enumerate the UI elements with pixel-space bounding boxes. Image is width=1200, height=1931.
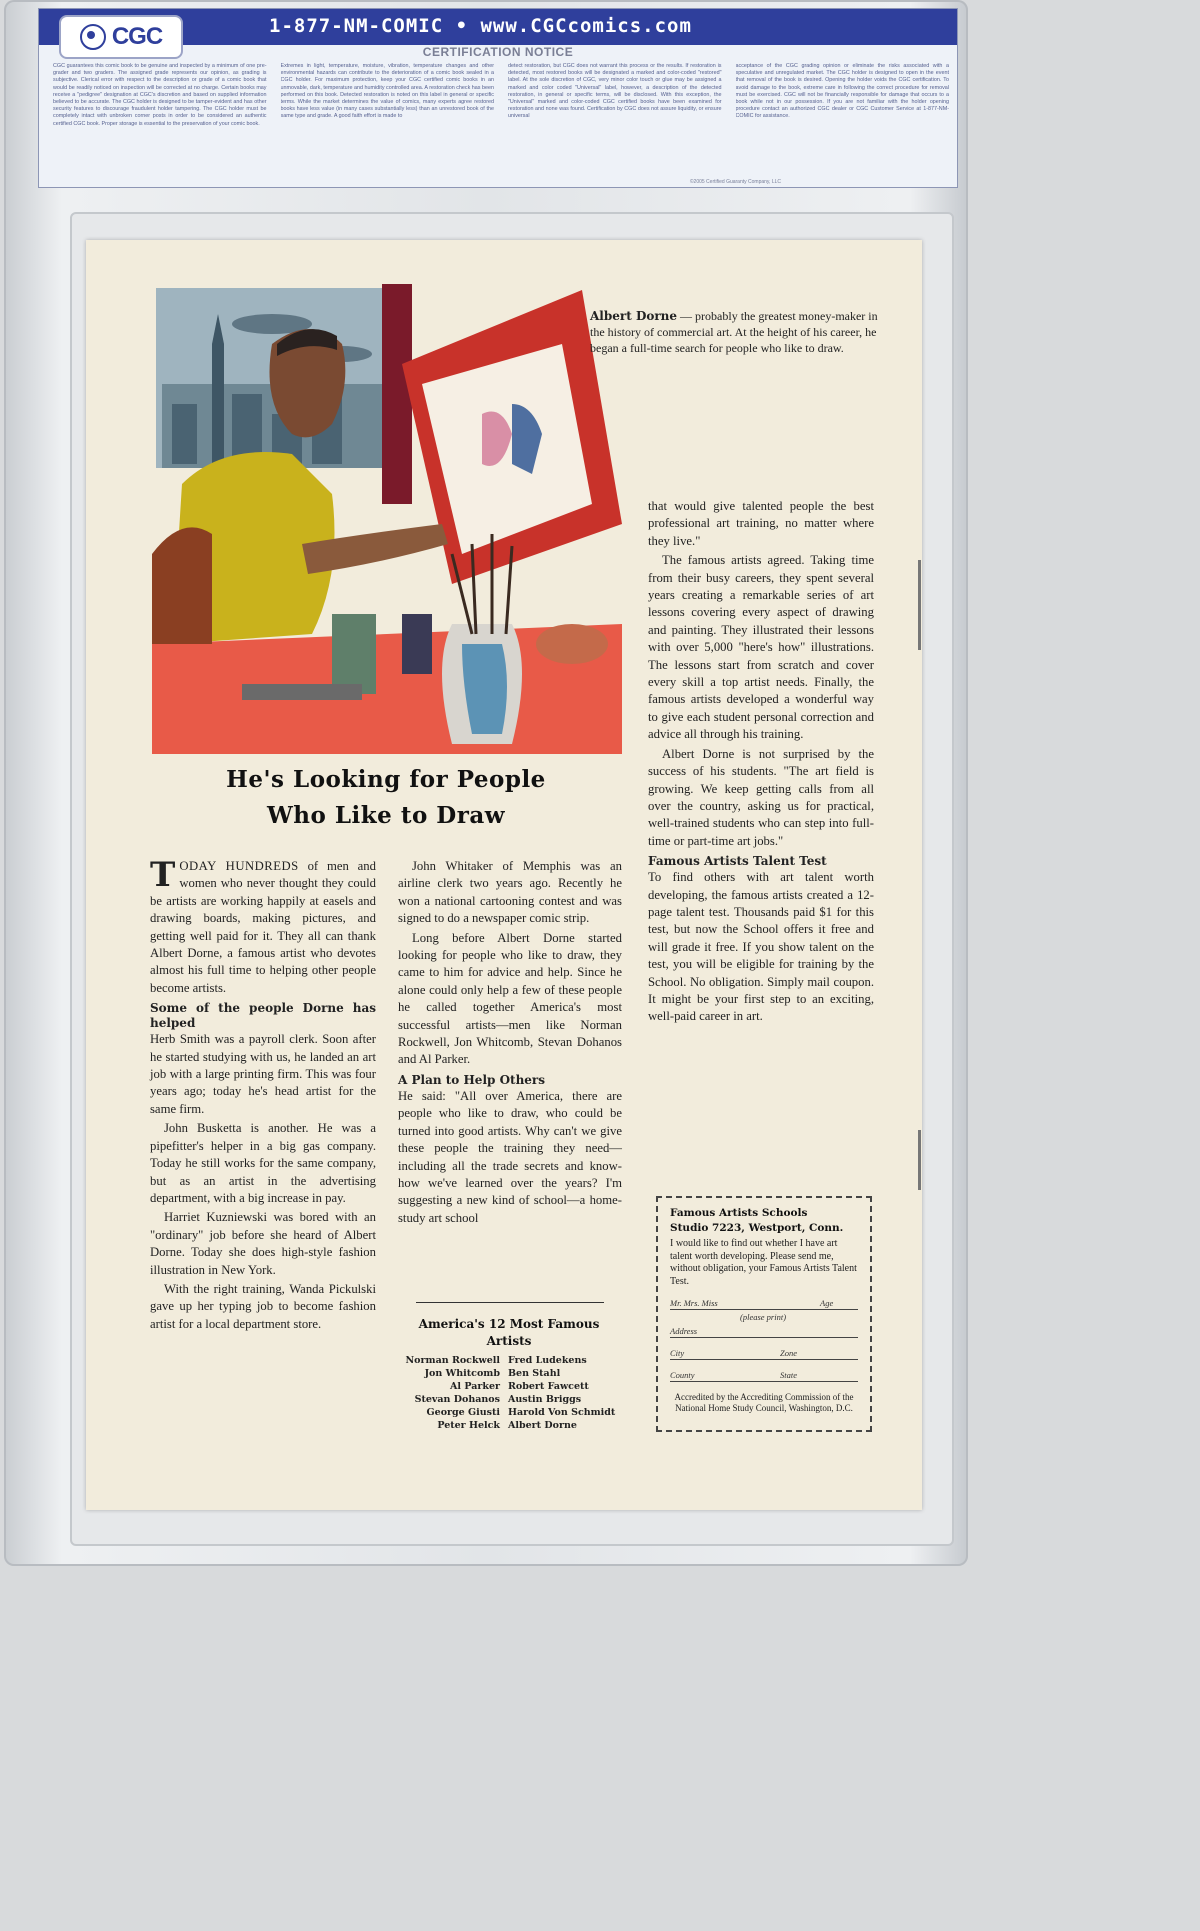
city-label: City xyxy=(670,1348,685,1358)
cgc-logo-text: CGC xyxy=(111,23,163,50)
slab-edge-mark xyxy=(918,1130,921,1190)
comic-back-cover xyxy=(86,240,922,1510)
caption-text: — probably the greatest money-maker in the history of commercial art. At the height of his career, he began a full-time search for people who like to draw. xyxy=(590,309,878,355)
coupon-studio: Studio 7223, Westport, Conn. xyxy=(670,1222,844,1234)
slab-edge-mark xyxy=(918,560,921,650)
coupon-name-field xyxy=(670,1298,858,1310)
paragraph: John Whitaker of Memphis was an airline clerk two years ago. Recently he won a national cartooning contest and was signed to do a newspaper comic strip. xyxy=(398,859,622,926)
coupon-accreditation: Accredited by the Accrediting Commission of the National Home Study Council, Washington, D.C. xyxy=(674,1392,854,1413)
zone-label: Zone xyxy=(780,1348,797,1358)
coupon-text: I would like to find out whether I have art talent worth developing. Please send me, without obligation, your Famous Artists Talent Test. xyxy=(670,1238,857,1287)
paragraph: Harriet Kuzniewski was bored with an "ordinary" job before she heard of Albert Dorne. Today she does high-style fashion illustration in New York. xyxy=(150,1210,376,1277)
address-label: Address xyxy=(670,1326,698,1336)
article-column-3 xyxy=(648,498,874,1028)
coupon-school: Famous Artists Schools xyxy=(670,1207,808,1219)
paragraph: With the right training, Wanda Pickulski gave up her typing job to become fashion artist for a local department store. xyxy=(150,1281,376,1331)
paragraph: that would give talented people the best professional art training, no matter where they live." xyxy=(648,499,874,548)
state-label: State xyxy=(780,1370,797,1380)
artists-list-title: America's 12 Most Famous Artists xyxy=(418,1317,600,1348)
intro-text: of men and women who never thought they could be artists are working happily at easels and drawing boards, making pictures, and getting well paid for it. They all can thank Albert Dorne, a famous artist who devotes almost his full time to helping other people become artists. xyxy=(150,859,376,995)
cgc-label xyxy=(38,8,958,188)
headline-line-1: He's Looking for People xyxy=(226,766,546,793)
print-hint: (please print) xyxy=(740,1312,787,1322)
artists-list xyxy=(390,1354,630,1432)
paragraph: The famous artists agreed. Taking time from their busy careers, they spent several years creating a remarkable series of art lessons covering every aspect of drawing and painting. They illustrated their lessons with over 5,000 "here's how" illustrations. The lessons start from scratch and cover every skill a top artist needs. Finally, the famous artists developed a wonderful way to give each student personal correction and advice all through his training. xyxy=(648,553,874,742)
age-label: Age xyxy=(820,1298,834,1308)
artist-name: Fred Ludekens xyxy=(508,1355,587,1366)
artist-name: Ben Stahl xyxy=(508,1368,561,1379)
paragraph: To find others with art talent worth developing, the famous artists created a 12-page talent test. Thousands paid $1 for this test, but now the School offers it free and will grade it free. If you show talent on the test, you will be eligible for training by the School. No obligation. Simply mail coupon. It might be your first step to an exciting, well-paid career in art. xyxy=(648,870,874,1024)
artists-right-column xyxy=(508,1354,628,1432)
artist-name: Al Parker xyxy=(450,1381,500,1392)
certification-notice-title: CERTIFICATION NOTICE xyxy=(422,45,574,59)
artist-name: Albert Dorne xyxy=(508,1420,577,1431)
notice-column: acceptance of the CGC grading opinion or eliminate the risks associated with a speculative and unregulated market. The CGC holder is designed to open in the event that removal of the book is desired. Opening the holder voids the CGC certification. To avoid damage to the book, extreme care in following the correct procedure for removal must be exercised. CGC will not be financially responsible for damage that occurs to a book while not in our possession. If you are not familiar with the holder opening procedure contact an authorized CGC dealer or CGC Customer Service at 1-877-NM-COMIC for assistance. xyxy=(735,63,949,120)
artist-name: George Giusti xyxy=(426,1407,500,1418)
artist-name: Austin Briggs xyxy=(508,1394,582,1405)
paragraph: Long before Albert Dorne started looking for people who like to draw, they came to him for advice and help. Since he alone could only help a few of these people he called together America's most successful artists—men like Norman Rockwell, Jon Whitcomb, Stevan Dohanos and Al Parker. xyxy=(398,930,622,1067)
artist-name: Peter Helck xyxy=(437,1420,500,1431)
subheading-plan: A Plan to Help Others xyxy=(398,1072,546,1087)
artist-name: Robert Fawcett xyxy=(508,1381,589,1392)
intro-paragraph xyxy=(150,855,376,997)
artists-left-column xyxy=(390,1354,500,1432)
mail-coupon xyxy=(656,1196,872,1432)
notice-column: Extremes in light, temperature, moisture, vibration, temperature changes and other environmental hazards can contribute to the deterioration of a comic book sealed in a CGC holder. For maximum protection, keep your CGC certified comic books in an unmovable, dark, temperature and humidity controlled area. A restoration check has been performed on this book. Detected restoration is noted on this label in general or specific terms. While the market determines the value of comics, many experts agree restored books have less value (in many cases substantially less) than an unrestored book of the same type and grade. A good faith effort is made to xyxy=(280,63,494,120)
paragraph: Albert Dorne is not surprised by the success of his students. "The art field is growing. We keep getting calls from all over the country, asking us for practical, well-trained students who can step into full-time or part-time art jobs." xyxy=(648,746,874,848)
headline-line-2: Who Like to Draw xyxy=(266,802,506,829)
coupon-title xyxy=(670,1206,860,1236)
certification-notice xyxy=(53,63,949,181)
coupon-print-hint xyxy=(670,1312,858,1323)
coupon-city-field xyxy=(670,1348,858,1360)
subheading-talent-test: Famous Artists Talent Test xyxy=(648,854,827,869)
artist-name: Norman Rockwell xyxy=(405,1355,500,1366)
paragraph: He said: "All over America, there are people who like to draw, who could be turned into good artists. Why can't we give these people the training they need—including all the trade secrets and know-how we've learned over the years? I'm suggesting a new kind of school—a home-study art school xyxy=(398,1088,622,1225)
divider xyxy=(416,1302,604,1303)
paragraph: Herb Smith was a payroll clerk. Soon after he started studying with us, he landed an art job with a large printing firm. This was four years ago; today he's head artist for the same firm. xyxy=(150,1032,376,1116)
paragraph: John Busketta is another. He was a pipefitter's helper in a big gas company. Today he still works for the same company, but as an artist in the advertising department, with a big increase in pay. xyxy=(150,1121,376,1205)
artist-name: Harold Von Schmidt xyxy=(508,1407,616,1418)
article-column-2 xyxy=(398,858,622,1229)
article-column-1 xyxy=(150,855,376,1335)
name-label: Mr. Mrs. Miss xyxy=(670,1298,718,1308)
intro-small-caps: ODAY HUNDREDS xyxy=(179,859,299,873)
label-copyright: ©2005 Certified Guaranty Company, LLC xyxy=(689,179,781,185)
artist-name: Stevan Dohanos xyxy=(414,1394,500,1405)
ad-headline xyxy=(166,762,606,834)
illustration-caption xyxy=(590,308,880,356)
label-phone-url: 1-877-NM-COMIC • www.CGCcomics.com xyxy=(269,15,692,37)
notice-column: CGC guarantees this comic book to be genuine and inspected by a minimum of one pre-grader and two graders. The assigned grade represents our opinion, as grading is subjective. Clerical error with respect to the description or grade of a comic book that would be readily noticed on inspection will be corrected at no charge. Certain books may receive a "pedigree" designation at CGC's discretion and based on supplied information believed to be accurate. The CGC holder is designed to be tamper-evident and has other security features to discourage fraudulent holder tampering. The CGC holder must be completely intact with unbroken corner posts in order to be considered an authentic certified CGC book. Proper storage is essential to the preservation of your comic book. xyxy=(53,63,267,127)
coupon-address-field xyxy=(670,1326,858,1338)
caption-name: Albert Dorne xyxy=(590,309,678,323)
albert-dorne-illustration xyxy=(152,284,622,754)
county-label: County xyxy=(670,1370,695,1380)
drop-cap: T xyxy=(150,855,176,895)
subheading-people-helped: Some of the people Dorne has helped xyxy=(150,1001,376,1031)
coupon-county-field xyxy=(670,1370,858,1382)
artist-name: Jon Whitcomb xyxy=(424,1368,500,1379)
notice-column: detect restoration, but CGC does not warrant this process or the results. If restoration is detected, most restored books will be designated a marked and color-coded "restored" label. At the sole discretion of CGC, very minor color touch or glue may be assigned a marked and color coded "Universal" label, however, a description of the detected restoration, in general or specific terms, will be disclosed. With this exception, the "Universal" marked and color-coded CGC certified books have been examined for restoration and none was found. Certification by CGC does not assure liquidity, or ensure universal xyxy=(508,63,722,120)
